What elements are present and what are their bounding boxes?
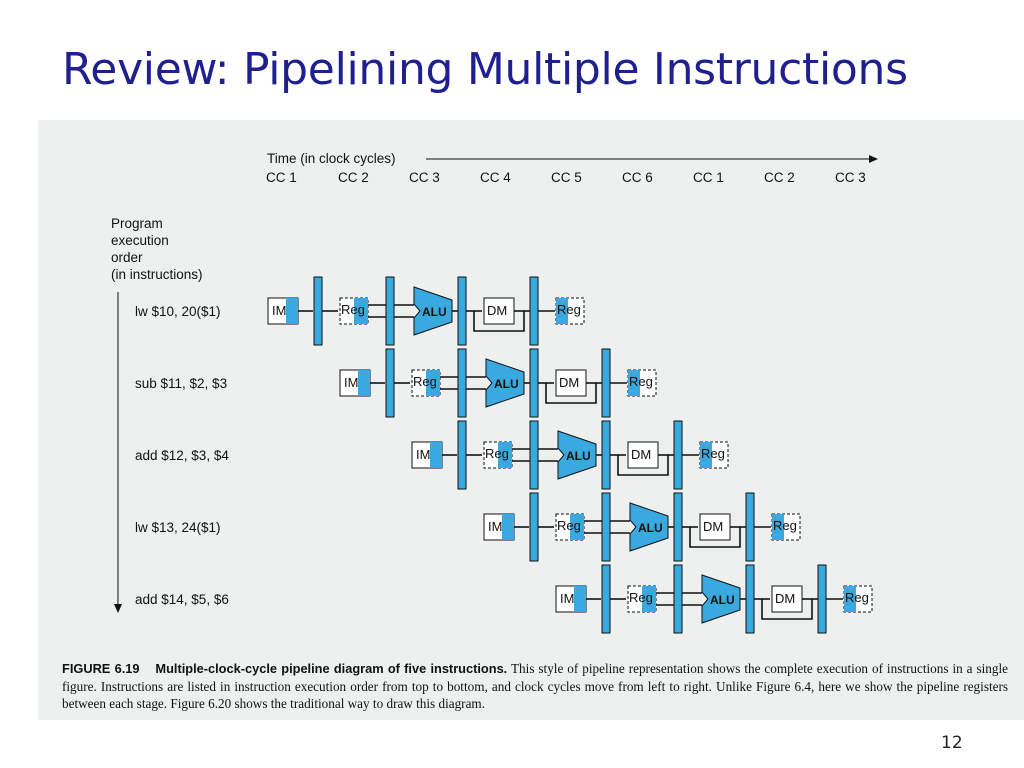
program-order-label: (in instructions) — [111, 267, 203, 282]
pipeline-register — [386, 349, 394, 417]
pipeline-register — [530, 493, 538, 561]
pipeline-register — [458, 349, 466, 417]
pipeline-register — [602, 493, 610, 561]
stage-label-reg-write: Reg — [629, 374, 653, 389]
clock-cycle-label: CC 3 — [409, 170, 440, 185]
pipeline-register — [602, 565, 610, 633]
instruction-label: lw $13, 24($1) — [135, 520, 221, 535]
caption-heading: Multiple-clock-cycle pipeline diagram of five instructions. — [155, 661, 508, 676]
pipeline-register — [602, 349, 610, 417]
pipeline-row — [556, 565, 872, 633]
pipeline-register — [674, 421, 682, 489]
stage-label-reg-write: Reg — [773, 518, 797, 533]
stage-label-alu: ALU — [422, 305, 447, 319]
clock-cycle-label: CC 1 — [693, 170, 724, 185]
pipeline-register — [602, 421, 610, 489]
stage-label-dm: DM — [559, 375, 580, 390]
caption-label: FIGURE 6.19 — [62, 661, 140, 676]
stage-label-reg-read: Reg — [413, 374, 437, 389]
stage-label-reg-read: Reg — [485, 446, 509, 461]
stage-label-alu: ALU — [566, 449, 591, 463]
pipeline-row — [484, 493, 800, 561]
pipeline-register — [314, 277, 322, 345]
program-order-label: execution — [111, 233, 169, 248]
pipeline-register — [530, 277, 538, 345]
pipeline-register — [746, 493, 754, 561]
stage-label-im: IM — [488, 519, 503, 534]
time-axis-label: Time (in clock cycles) — [267, 151, 396, 166]
stage-label-dm: DM — [631, 447, 652, 462]
stage-label-reg-write: Reg — [701, 446, 725, 461]
pipeline-register — [530, 349, 538, 417]
clock-cycle-label: CC 5 — [551, 170, 582, 185]
stage-label-im: IM — [416, 447, 431, 462]
instruction-label: lw $10, 20($1) — [135, 304, 221, 319]
stage-label-alu: ALU — [638, 521, 663, 535]
stage-label-alu: ALU — [494, 377, 519, 391]
figure-caption — [62, 660, 1008, 713]
pipeline-register — [674, 493, 682, 561]
pipeline-row — [412, 421, 728, 489]
page-number: 12 — [941, 733, 963, 753]
pipeline-row — [268, 277, 584, 345]
stage-label-dm: DM — [703, 519, 724, 534]
pipeline-register — [746, 565, 754, 633]
clock-cycle-label: CC 2 — [764, 170, 795, 185]
pipeline-row — [340, 349, 656, 417]
stage-label-alu: ALU — [710, 593, 735, 607]
pipeline-register — [458, 277, 466, 345]
stage-label-im: IM — [560, 591, 575, 606]
pipeline-register — [458, 421, 466, 489]
stage-label-reg-read: Reg — [629, 590, 653, 605]
pipeline-register — [530, 421, 538, 489]
program-order-label: order — [111, 250, 143, 265]
instruction-label: add $14, $5, $6 — [135, 592, 229, 607]
clock-cycle-label: CC 1 — [266, 170, 297, 185]
program-order-label: Program — [111, 216, 163, 231]
stage-label-reg-write: Reg — [557, 302, 581, 317]
pipeline-register — [818, 565, 826, 633]
caption-text: This style of pipeline representation shows the complete execution of instructions in a single figure. Instructions are listed in instruction execution order from top to bottom, and clock cycles move from left to right. Unlike Figure 6.4, here we show the pipeline registers between each stage. Figure 6.20 shows the traditional way to draw this diagram. — [62, 661, 1009, 711]
clock-cycle-label: CC 3 — [835, 170, 866, 185]
pipeline-register — [674, 565, 682, 633]
slide-title: Review: Pipelining Multiple Instructions — [62, 44, 908, 95]
stage-label-im: IM — [272, 303, 287, 318]
pipeline-register — [386, 277, 394, 345]
clock-cycle-label: CC 4 — [480, 170, 511, 185]
clock-cycle-label: CC 2 — [338, 170, 369, 185]
instruction-label: sub $11, $2, $3 — [135, 376, 228, 391]
stage-label-im: IM — [344, 375, 359, 390]
stage-label-dm: DM — [487, 303, 508, 318]
stage-label-reg-read: Reg — [557, 518, 581, 533]
stage-label-reg-write: Reg — [845, 590, 869, 605]
instruction-label: add $12, $3, $4 — [135, 448, 229, 463]
clock-cycle-label: CC 6 — [622, 170, 653, 185]
stage-label-reg-read: Reg — [341, 302, 365, 317]
stage-label-dm: DM — [775, 591, 796, 606]
